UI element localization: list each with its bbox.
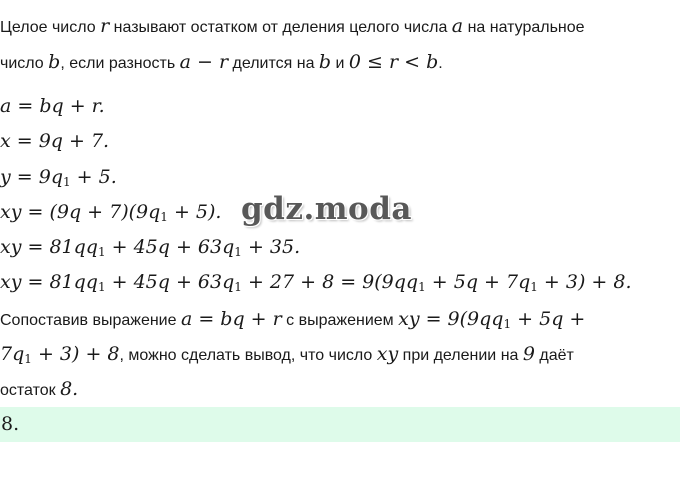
watermark-logo: gdz.moda [241, 191, 412, 227]
answer-box [0, 407, 680, 442]
math-segment: xy = $(9q + 7)(9q_1 + 5)$. [0, 201, 222, 224]
text-segment: при делении на [398, 347, 523, 364]
text-segment: на натуральное [463, 19, 585, 36]
definition-line-1 [0, 15, 585, 39]
text-segment: даёт [534, 347, 574, 364]
math-segment: $7q_1 + 3) + 8$ [0, 343, 120, 366]
equation-1 [0, 95, 105, 119]
text-segment: Целое число [0, 19, 101, 36]
answer-value: 8. [1, 413, 20, 435]
math-segment: $y = 9q_1 + 5$. [0, 166, 117, 189]
math-segment: a − r [179, 51, 229, 73]
equation-6 [0, 271, 632, 295]
math-segment: a = bq + r. [0, 95, 105, 117]
math-segment: xy [376, 343, 399, 365]
math-segment: b [48, 51, 61, 73]
equation-3 [0, 166, 117, 190]
definition-line-2 [0, 51, 443, 75]
text-segment: число [0, 55, 49, 72]
text-segment: , если разность [60, 55, 180, 72]
conclusion-line-1 [0, 308, 585, 332]
math-segment: r [100, 15, 110, 37]
text-segment: . [438, 55, 443, 72]
equation-2 [0, 130, 109, 154]
text-segment: остаток [0, 382, 61, 399]
text-segment: Сопоставив выражение [0, 312, 181, 329]
text-segment: называют остатком от деления целого числа [109, 19, 452, 36]
math-segment: b [318, 51, 332, 73]
text-segment: и [331, 55, 349, 72]
math-segment: a = bq + r [180, 308, 282, 330]
math-segment: x = 9q + 7. [0, 130, 110, 152]
equation-4 [0, 201, 221, 225]
math-segment: 9 [522, 343, 535, 365]
conclusion-line-2 [0, 343, 574, 367]
math-segment: xy = $81qq_1 + 45q + 63q_1 + 27 + 8 = 9(9qq_1 + 5q + 7q_1 + 3) + 8$. [0, 271, 632, 294]
equation-5 [0, 236, 300, 260]
conclusion-line-3 [0, 378, 78, 402]
math-segment: a [451, 15, 464, 37]
text-segment: делится на [228, 55, 319, 72]
math-segment: xy = $9(9qq_1 + 5q$ + [398, 308, 586, 331]
math-segment: xy = $81qq_1 + 45q + 63q_1 + 35$. [0, 236, 301, 259]
math-segment: 0 ≤ r < b [348, 51, 439, 73]
text-segment: с выражением [281, 312, 399, 329]
text-segment: , можно сделать вывод, что число [119, 347, 377, 364]
math-segment: 8. [60, 378, 79, 400]
